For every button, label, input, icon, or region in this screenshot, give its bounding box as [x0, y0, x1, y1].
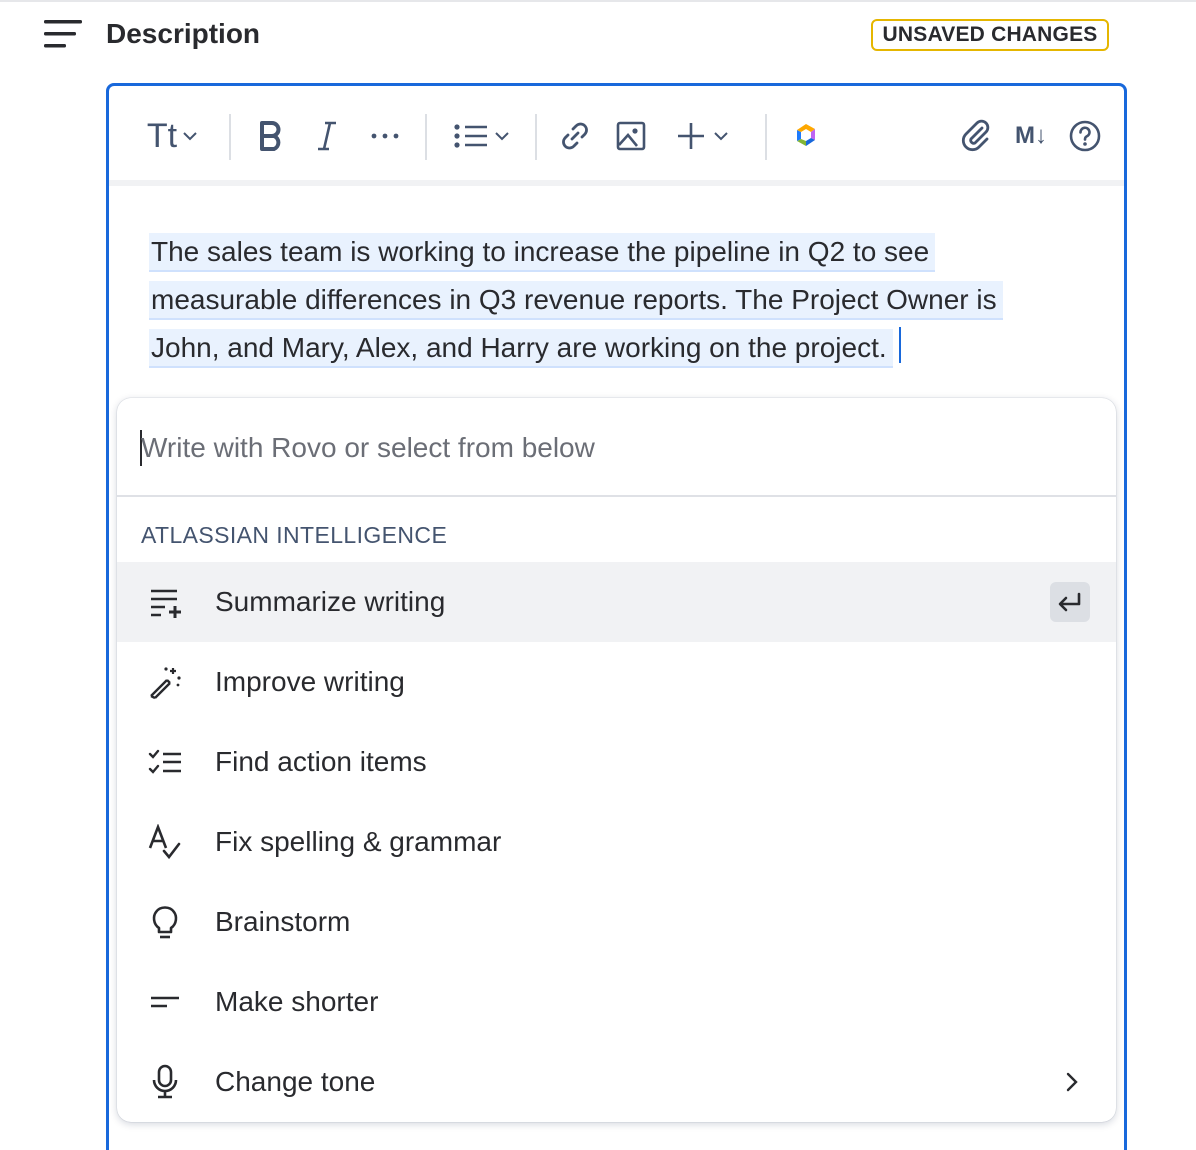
italic-icon [315, 120, 339, 152]
spellcheck-icon [147, 824, 183, 860]
bold-icon [257, 120, 285, 152]
image-icon [615, 120, 647, 152]
list-button[interactable] [447, 106, 517, 166]
checklist-icon [147, 744, 183, 780]
help-button[interactable] [1065, 106, 1105, 166]
rovo-prompt-input[interactable] [141, 422, 1081, 474]
markdown-icon: M↓ [1015, 122, 1047, 149]
chevron-down-icon [493, 127, 511, 145]
microphone-icon [147, 1064, 183, 1100]
italic-button[interactable] [309, 106, 345, 166]
menu-item-make-shorter[interactable] [117, 962, 1116, 1042]
magic-wand-icon [147, 664, 183, 700]
insert-button[interactable] [669, 106, 737, 166]
selected-text-line[interactable]: The sales team is working to increase the pipeline in Q2 to see [149, 233, 935, 272]
editor-content[interactable] [149, 228, 1059, 372]
menu-item-label: Improve writing [215, 666, 405, 697]
menu-item-label: Find action items [215, 746, 427, 777]
top-divider [0, 0, 1196, 4]
menu-item-label: Fix spelling & grammar [215, 826, 502, 857]
menu-item-change-tone[interactable] [117, 1042, 1116, 1122]
link-button[interactable] [555, 106, 595, 166]
more-icon [370, 132, 400, 140]
ai-actions-list [117, 562, 1116, 1122]
text-style-icon: Tt [146, 116, 178, 155]
text-cursor [899, 327, 901, 363]
toolbar-divider [425, 114, 427, 160]
chevron-down-icon [712, 127, 730, 145]
lightbulb-icon [147, 904, 183, 940]
attachment-button[interactable] [955, 106, 995, 166]
enter-key-hint [1050, 582, 1090, 622]
description-header [40, 14, 1120, 54]
menu-item-brainstorm[interactable] [117, 882, 1116, 962]
image-button[interactable] [611, 106, 651, 166]
bullet-list-icon [453, 122, 489, 150]
editor-toolbar [109, 86, 1124, 186]
menu-item-find-action-items[interactable] [117, 722, 1116, 802]
rovo-button[interactable] [789, 106, 823, 166]
menu-item-improve-writing[interactable] [117, 642, 1116, 722]
paperclip-icon [960, 119, 990, 153]
plus-icon [676, 121, 706, 151]
link-icon [559, 120, 591, 152]
summarize-icon [147, 584, 183, 620]
menu-item-label: Make shorter [215, 986, 379, 1017]
toolbar-divider [535, 114, 537, 160]
menu-item-label: Summarize writing [215, 586, 446, 617]
markdown-button[interactable] [1011, 106, 1051, 166]
ai-section-title: ATLASSIAN INTELLIGENCE [141, 522, 448, 548]
ai-menu-popup [117, 398, 1116, 1122]
toolbar-divider [765, 114, 767, 160]
enter-icon [1050, 582, 1090, 622]
toolbar-divider [229, 114, 231, 160]
bold-button[interactable] [251, 106, 291, 166]
shorten-icon [147, 984, 183, 1020]
menu-item-fix-spelling-grammar[interactable] [117, 802, 1116, 882]
section-title: Description [106, 18, 261, 49]
description-lines-icon [44, 18, 82, 50]
selected-text-line[interactable]: measurable differences in Q3 revenue reports. The Project Owner is [149, 281, 1003, 320]
rovo-prompt-area [117, 398, 1116, 497]
help-icon [1069, 120, 1101, 152]
menu-item-summarize-writing[interactable] [117, 562, 1116, 642]
rovo-icon [793, 122, 819, 150]
menu-item-label: Brainstorm [215, 906, 351, 937]
chevron-down-icon [181, 127, 199, 145]
chevron-right-icon [1056, 1066, 1088, 1098]
selected-text-line[interactable]: John, and Mary, Alex, and Harry are working on the project. [149, 329, 893, 368]
menu-item-label: Change tone [215, 1066, 376, 1097]
unsaved-changes-badge: UNSAVED CHANGES [871, 19, 1109, 51]
text-style-button[interactable] [139, 106, 207, 166]
more-formatting-button[interactable] [365, 106, 405, 166]
